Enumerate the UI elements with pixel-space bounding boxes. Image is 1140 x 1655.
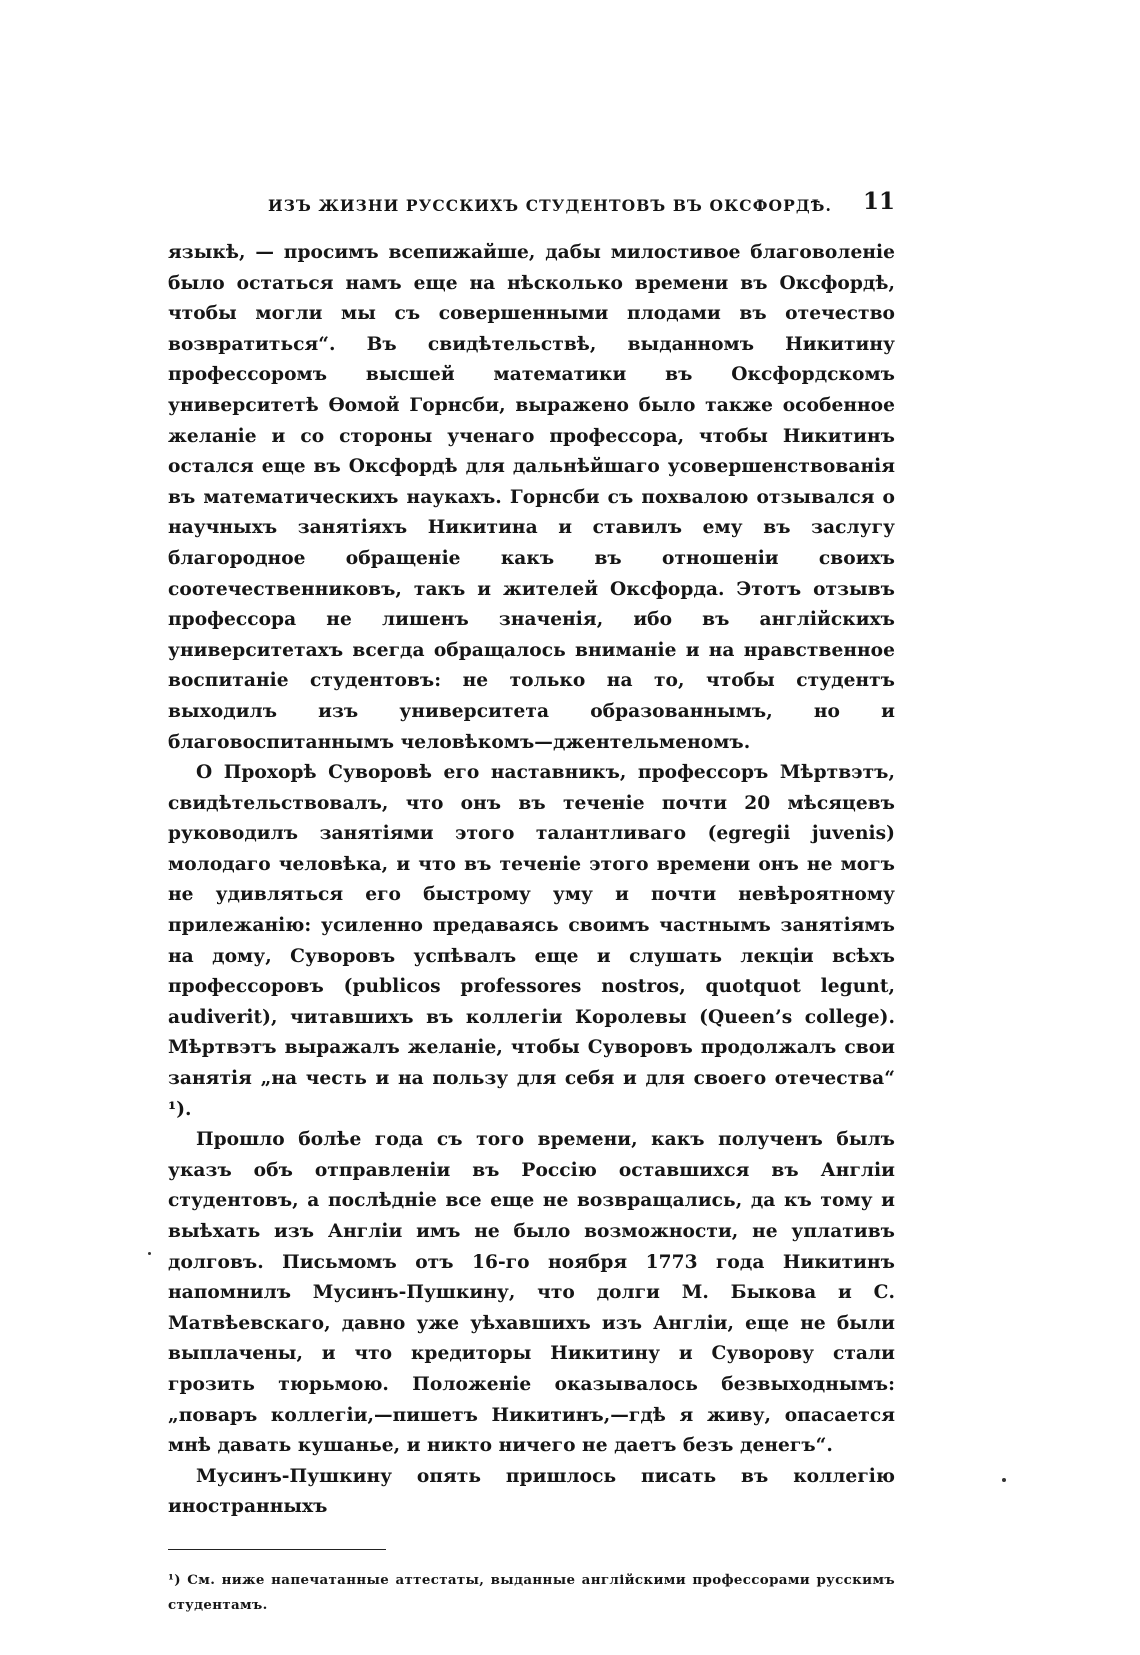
running-head: [168, 188, 895, 228]
paragraph-1: языкѣ, — просимъ всепижайше, дабы милостивое благоволеніе было остаться намъ еще на нѣсколько времени въ Оксфордѣ, чтобы могли мы съ совершенными плодами въ отечество возвратиться“. Въ свидѣтельствѣ, выданномъ Никитину профессоромъ высшей математики въ Оксфордскомъ университетѣ Ѳомой Горнсби, выражено было также особенное желаніе и со стороны ученаго профессора, чтобы Никитинъ остался еще въ Оксфордѣ для дальнѣйшаго усовершенствованія въ математическихъ наукахъ. Горнсби съ похвалою отзывался о научныхъ занятіяхъ Никитина и ставилъ ему въ заслугу благородное обращеніе какъ въ отношеніи своихъ соотечественниковъ, такъ и жителей Оксфорда. Этотъ отзывъ профессора не лишенъ значенія, ибо въ англійскихъ университетахъ всегда обращалось вниманіе и на нравственное воспитаніе студентовъ: не только на то, чтобы студентъ выходилъ изъ университета образованнымъ, но и благовоспитаннымъ человѣкомъ—джентельменомъ.: [168, 242, 895, 753]
footnote-marker: ¹): [168, 1571, 181, 1588]
scan-speck-right: [1002, 1478, 1006, 1482]
footnote: [168, 1568, 895, 1618]
book-page: [168, 188, 895, 1618]
paragraph-3: Прошло болѣе года съ того времени, какъ полученъ былъ указъ объ отправленіи въ Россію оставшихся въ Англіи студентовъ, а послѣдніе все еще не возвращались, да къ тому и выѣхать изъ Англіи имъ не было возможности, не уплативъ долговъ. Письмомъ отъ 16-го ноября 1773 года Никитинъ напомнилъ Мусинъ-Пушкину, что долги М. Быкова и С. Матвѣевскаго, давно уже уѣхавшихъ изъ Англіи, еще не были выплачены, и что кредиторы Никитину и Суворову стали грозить тюрьмою. Положеніе оказывалось безвыходнымъ: „поваръ коллегіи,—пишетъ Никитинъ,—гдѣ я живу, опасается мнѣ давать кушанье, и никто ничего не даетъ безъ денегъ“.: [168, 1129, 895, 1457]
scan-speck-left: [148, 1252, 151, 1255]
running-title: ИЗЪ ЖИЗНИ РУССКИХЪ СТУДЕНТОВЪ ВЪ ОКСФОРДѢ.: [268, 196, 832, 215]
paragraph-4: Мусинъ-Пушкину опять пришлось писать въ коллегію иностранныхъ: [168, 1465, 895, 1518]
footnote-text: См. ниже напечатанные аттестаты, выданные англійскими профессорами русскимъ студентамъ.: [168, 1571, 895, 1613]
footnote-rule: [168, 1549, 386, 1550]
body-text: [168, 238, 895, 1523]
paragraph-2: О Прохорѣ Суворовѣ его наставникъ, профессоръ Мѣртвэтъ, свидѣтельствовалъ, что онъ въ теченіе почти 20 мѣсяцевъ руководилъ занятіями этого талантливаго (egregii juvenis) молодаго человѣка, и что въ теченіе этого времени онъ не могъ не удивляться его быстрому уму и почти невѣроятному прилежанію: усиленно предаваясь своимъ частнымъ занятіямъ на дому, Суворовъ успѣвалъ еще и слушать лекціи всѣхъ профессоровъ (publicos professores nostros, quotquot legunt, audiverit), читавшихъ въ коллегіи Королевы (Queen’s college). Мѣртвэтъ выражалъ желаніе, чтобы Суворовъ продолжалъ свои занятія „на честь и на пользу для себя и для своего отечества“ ¹).: [168, 762, 895, 1120]
page-number: 11: [862, 188, 895, 215]
